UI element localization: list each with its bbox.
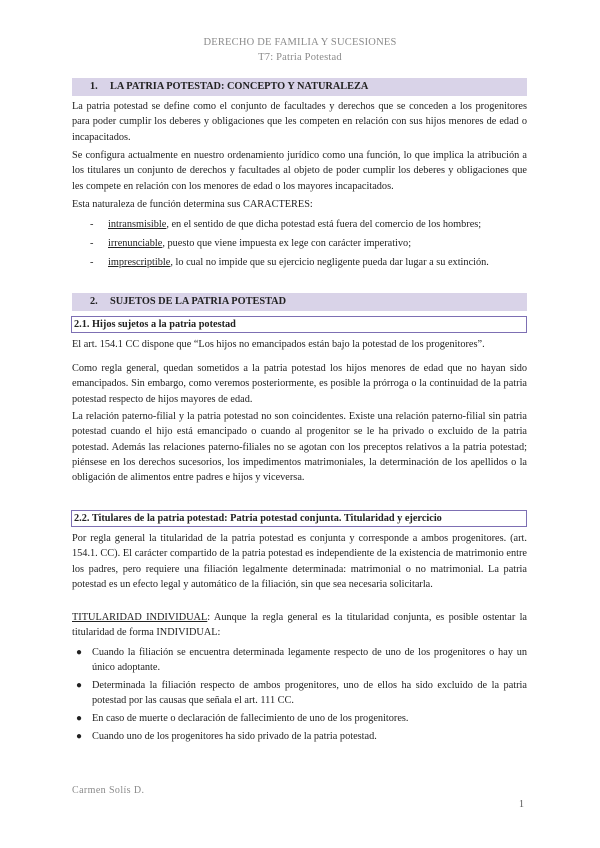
paragraph-joint-ownership: Por regla general la titularidad de la patria potestad es conjunta y corresponde a ambos progenitores. (art. 154.1. CC). El carácter compartido de la patria potestad es independiente de la existencia de matrimonio entre los padres, pero requiere una filiación legalmente determinada: matrimonial o no matrimonial. La patria potestad es un efecto legal y automático de la filiación, sin que sea necesaria solicitarla. xyxy=(72,533,527,590)
page-number: 1 xyxy=(519,799,524,810)
character-term: imprescriptible xyxy=(108,257,171,268)
header-title: DERECHO DE FAMILIA Y SUCESIONES xyxy=(203,37,397,48)
character-item: irrenunciable, puesto que viene impuesta ex lege con carácter imperativo; xyxy=(108,238,412,249)
character-item: imprescriptible, lo cual no impide que su ejercicio negligente pueda dar lugar a su extinción. xyxy=(108,257,489,268)
paragraph-individual-ownership: TITULARIDAD INDIVIDUAL: Aunque la regla general es la titularidad conjunta, es posible ostentar la titularidad de forma INDIVIDUAL: xyxy=(72,612,528,639)
bullet-item: Cuando uno de los progenitores ha sido privado de la patria potestad. xyxy=(92,731,377,742)
dash-marker: - xyxy=(90,238,94,249)
header-subtitle: T7: Patria Potestad xyxy=(258,52,342,63)
section-1-title: LA PATRIA POTESTAD: CONCEPTO Y NATURALEZA xyxy=(110,81,369,92)
paragraph-function: Se configura actualmente en nuestro ordenamiento jurídico como una función, lo que implica la atribución a los titulares un conjunto de derechos y facultades al objeto de poder cumplir los deberes y obligaciones que les compete en relación con los menores de edad o los mayores incapacitados. xyxy=(72,150,527,192)
character-item: intransmisible, en el sentido de que dicha potestad está fuera del comercio de los hombres; xyxy=(108,219,482,230)
character-term: intransmisible xyxy=(108,219,167,230)
running-header xyxy=(0,35,600,65)
section-2-heading xyxy=(72,293,527,311)
bullet-item: En caso de muerte o declaración de fallecimiento de uno de los progenitores. xyxy=(92,713,409,724)
dash-marker: - xyxy=(90,257,94,268)
paragraph-definition: La patria potestad se define como el conjunto de facultades y derechos que se conceden a los progenitores para poder cumplir los deberes y obligaciones que les competen en relación con sus hijos menores de edad o incapacitados. xyxy=(72,101,527,143)
paragraph-characters-intro: Esta naturaleza de función determina sus CARACTERES: xyxy=(72,199,313,210)
individual-ownership-lead: TITULARIDAD INDIVIDUAL xyxy=(72,612,208,623)
section-1-number: 1. xyxy=(90,81,98,92)
character-term: irrenunciable xyxy=(108,238,163,249)
subsection-2-2-heading: 2.2. Titulares de la patria potestad: Patria potestad conjunta. Titularidad y ejercicio xyxy=(71,510,527,527)
section-1-heading xyxy=(72,78,527,96)
paragraph-relation: La relación paterno-filial y la patria potestad no son coincidentes. Existe una relación paterno-filial sin patria potestad cuando el hijo está emancipado o cuando al progenitor se le ha privado o excluido de la patria potestad. Además las relaciones paterno-filiales no se agotan con los preceptos relativos a la patria potestad; piénsese en los derechos sucesorios, los impedimentos matrimoniales, la determinación de los apellidos o la obligación de alimentos entre padres e hijos y viceversa. xyxy=(72,411,527,484)
bullet-marker: ● xyxy=(76,731,83,742)
subsection-2-1-heading: 2.1. Hijos sujetos a la patria potestad xyxy=(71,316,527,333)
bullet-marker: ● xyxy=(76,680,83,691)
paragraph-general-rule: Como regla general, quedan sometidos a la patria potestad los hijos menores de edad que no hayan sido emancipados. Sin embargo, como veremos posteriormente, es posible la prórroga o la continuidad de la patria potestad respecto de hijos mayores de edad. xyxy=(72,363,527,405)
paragraph-art-154: El art. 154.1 CC dispone que “Los hijos no emancipados están bajo la potestad de los progenitores”. xyxy=(72,339,485,350)
bullet-marker: ● xyxy=(76,647,83,658)
dash-marker: - xyxy=(90,219,94,230)
section-2-number: 2. xyxy=(90,296,98,307)
bullet-marker: ● xyxy=(76,713,83,724)
section-2-title: SUJETOS DE LA PATRIA POTESTAD xyxy=(110,296,287,307)
bullet-item: Cuando la filiación se encuentra determinada legamente respecto de uno de los progenitores o hay un único adoptante. xyxy=(92,647,527,674)
footer-author: Carmen Solís D. xyxy=(72,785,145,796)
bullet-item: Determinada la filiación respecto de ambos progenitores, uno de ellos ha sido excluido de la patria potestad por las causas que señala el art. 111 CC. xyxy=(92,680,527,707)
